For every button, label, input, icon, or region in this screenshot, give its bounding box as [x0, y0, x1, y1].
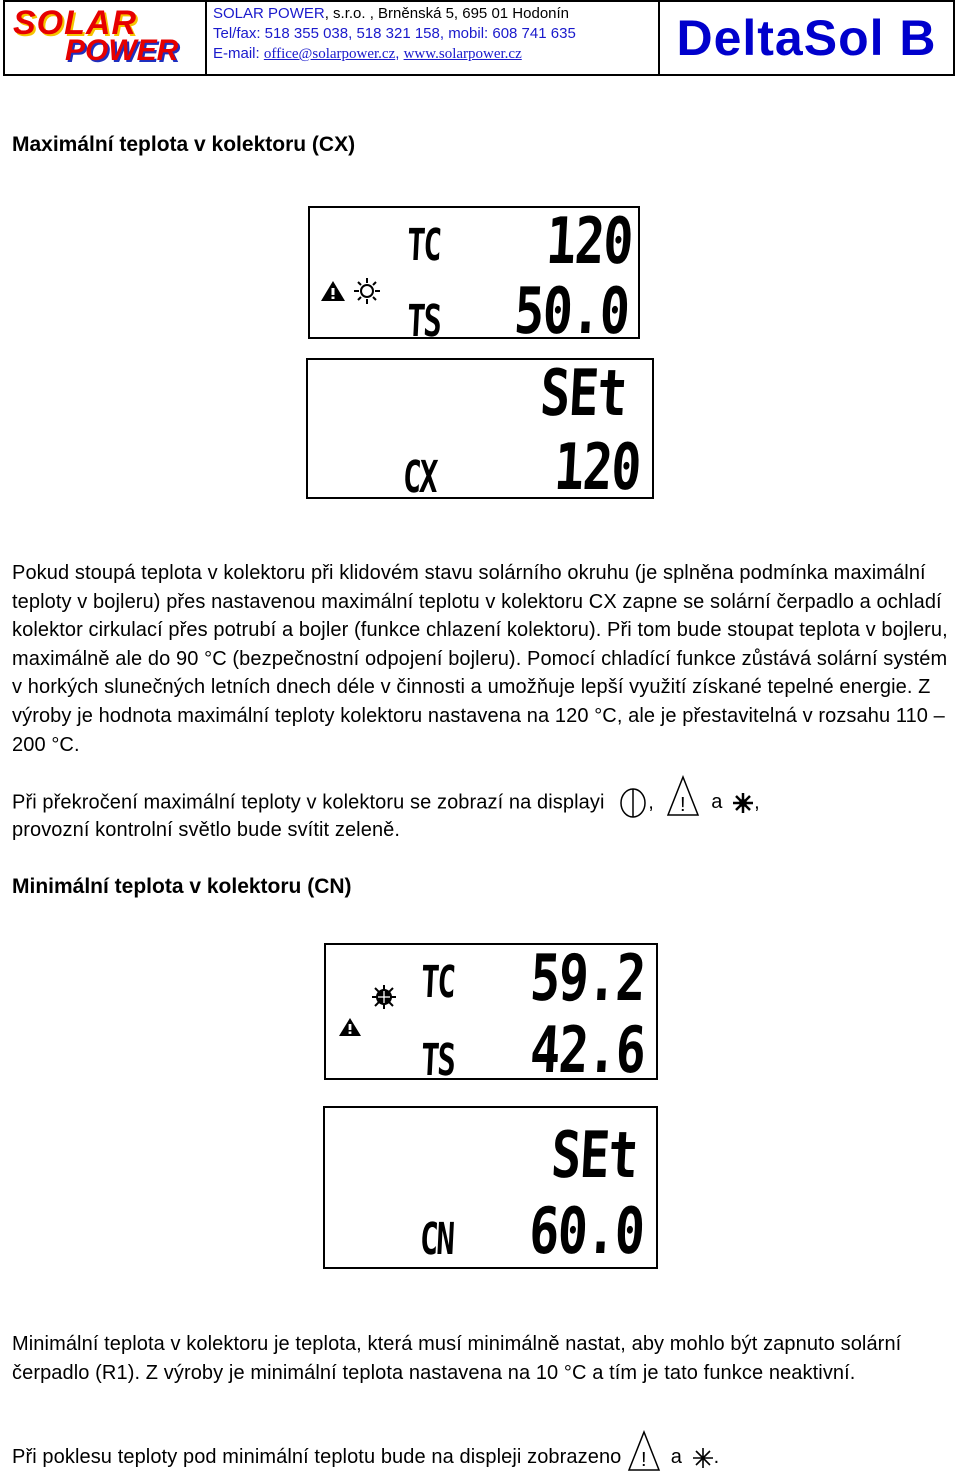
lcd-display-min-readings [324, 942, 658, 1088]
svg-text:!: ! [679, 794, 686, 816]
lcd-label-tc: TC [405, 220, 442, 271]
lcd-display-max-setting [306, 357, 654, 505]
logo-cell [5, 2, 207, 74]
snowflake-icon [372, 985, 396, 1009]
svg-text:!: ! [641, 1448, 647, 1471]
warning-icon [627, 1430, 661, 1472]
company-address: SOLAR POWER, s.r.o. , Brněnská 5, 695 01 Hodonín [213, 5, 570, 22]
lcd-value-ts: 42.6 [528, 1014, 647, 1088]
max-temp-description: Pokud stoupá teplota v kolektoru při klidovém stavu solárního okruhu (je splněna podmínka maximální teploty v bojleru) přes nastavenou maximální teplotu v kolektoru CX zapne se solární čerpadlo a ochladí kolektor cirkulací přes potrubí a bojler (funkce chlazení kolektoru). Při tom bude stoupat teplota v bojleru, maximálně ale do 90 °C (bezpečnostní odpojení bojleru). Pomocí chladící funkce zůstává solární systém v horkých slunečných letních dnech déle v činnosti a umožňuje lepší využití získané tepelné energie. Z výroby je hodnota maximální teploty kolektoru nastavena na 120 °C, ale je přestavitelná v rozsahu 110 – 200 °C. [12, 562, 948, 756]
lcd-set-label: SEt [538, 357, 628, 431]
warning-icon [338, 1017, 362, 1037]
lcd-label-tc: TC [419, 957, 456, 1008]
company-info [205, 2, 660, 74]
snowflake-icon [692, 1447, 714, 1469]
lcd-param-value: 120 [552, 431, 642, 505]
company-phone: Tel/fax: 518 355 038, 518 321 158, mobil: 608 741 635 [213, 25, 576, 42]
solar-power-logo: SOLAR POWER [13, 4, 179, 67]
sun-star-icon [732, 792, 754, 814]
page-header [3, 0, 955, 76]
section-title-max: Maximální teplota v kolektoru (CX) [12, 133, 356, 156]
lcd-value-tc: 120 [544, 205, 634, 279]
lcd-value-tc: 59.2 [528, 942, 647, 1016]
lcd-set-label: SEt [549, 1119, 639, 1193]
lcd-param-cx: CX [401, 452, 438, 503]
lcd-display-min-setting [323, 1106, 658, 1269]
section-title-min: Minimální teplota v kolektoru (CN) [12, 875, 352, 898]
warning-icon [666, 775, 700, 817]
company-contacts: E-mail: office@solarpower.cz, www.solarpower.cz [213, 45, 522, 62]
lcd-display-max-readings [308, 205, 640, 349]
web-link[interactable]: www.solarpower.cz [403, 46, 522, 62]
lcd-label-ts: TS [405, 296, 442, 347]
sun-icon [354, 278, 380, 304]
lcd-value-ts: 50.0 [512, 275, 631, 349]
warning-icon [320, 280, 346, 302]
max-temp-last-line: provozní kontrolní světlo bude svítit zeleně. [12, 819, 401, 841]
lcd-param-value: 60.0 [527, 1195, 646, 1269]
min-temp-description: Minimální teplota v kolektoru je teplota, která musí minimálně nastat, aby mohlo být zapnuto solární čerpadlo (R1). Z výroby je minimální teplota nastavena na 10 °C a tím je tato funkce neaktivní. [12, 1333, 902, 1384]
lcd-label-ts: TS [419, 1035, 456, 1086]
min-temp-last-line: Při poklesu teploty pod minimální teplotu bude na displeji zobrazeno ! a . [12, 1443, 950, 1472]
lcd-param-cn: CN [418, 1214, 455, 1265]
product-name: DeltaSol B [676, 10, 937, 66]
pump-icon [618, 787, 648, 819]
company-name: SOLAR POWER [213, 5, 325, 22]
max-temp-icons-line: Při překročení maximální teploty v kolektoru se zobrazí na displayi , ! a , [12, 787, 950, 819]
product-cell [660, 2, 953, 74]
email-link[interactable]: office@solarpower.cz [263, 46, 396, 62]
